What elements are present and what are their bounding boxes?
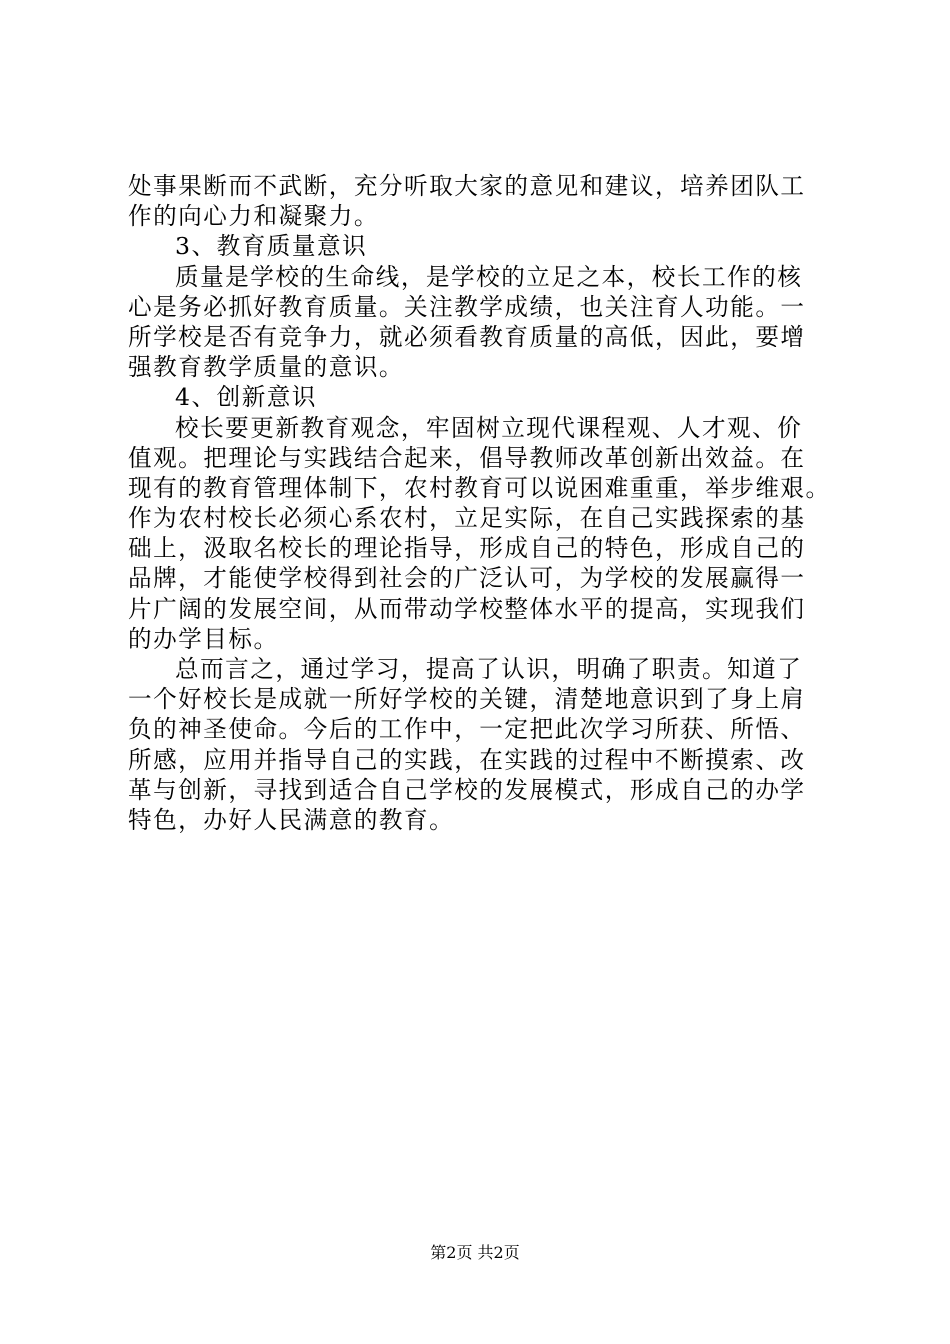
text-line: 革与创新，寻找到适合自己学校的发展模式，形成自己的办学 <box>128 775 806 804</box>
section-heading: 3、教育质量意识 <box>175 232 368 261</box>
text-line: 心是务必抓好教育质量。关注教学成绩，也关注育人功能。一 <box>128 292 806 321</box>
text-line: 所感，应用并指导自己的实践，在实践的过程中不断摸索、改 <box>128 745 806 774</box>
text-line: 一个好校长是成就一所好学校的关键，清楚地意识到了身上肩 <box>128 685 806 714</box>
text-line: 作为农村校长必须心系农村，立足实际，在自己实践探索的基 <box>128 504 806 533</box>
section-heading: 4、创新意识 <box>175 383 317 412</box>
text-line: 所学校是否有竞争力，就必须看教育质量的高低，因此，要增 <box>128 322 806 351</box>
text-line: 现有的教育管理体制下，农村教育可以说困难重重，举步维艰。 <box>128 473 831 502</box>
text-line: 特色，办好人民满意的教育。 <box>128 805 455 834</box>
text-line: 片广阔的发展空间，从而带动学校整体水平的提高，实现我们 <box>128 594 806 623</box>
text-line: 的办学目标。 <box>128 624 279 653</box>
text-line: 础上，汲取名校长的理论指导，形成自己的特色，形成自己的 <box>128 534 806 563</box>
paragraph-start: 质量是学校的生命线，是学校的立足之本，校长工作的核 <box>175 262 803 291</box>
text-line: 处事果断而不武断，充分听取大家的意见和建议，培养团队工 <box>128 172 806 200</box>
page-number-footer: 第2页 共2页 <box>430 1243 520 1262</box>
text-line: 负的神圣使命。今后的工作中，一定把此次学习所获、所悟、 <box>128 715 806 744</box>
paragraph-start: 总而言之，通过学习，提高了认识，明确了职责。知道了 <box>175 655 803 683</box>
text-line: 值观。把理论与实践结合起来，倡导教师改革创新出效益。在 <box>128 443 806 472</box>
text-line: 作的向心力和凝聚力。 <box>128 202 379 231</box>
paragraph-start: 校长要更新教育观念，牢固树立现代课程观、人才观、价 <box>175 413 803 442</box>
document-body <box>128 171 838 835</box>
text-line: 品牌，才能使学校得到社会的广泛认可，为学校的发展赢得一 <box>128 564 806 593</box>
text-line: 强教育教学质量的意识。 <box>128 353 405 382</box>
